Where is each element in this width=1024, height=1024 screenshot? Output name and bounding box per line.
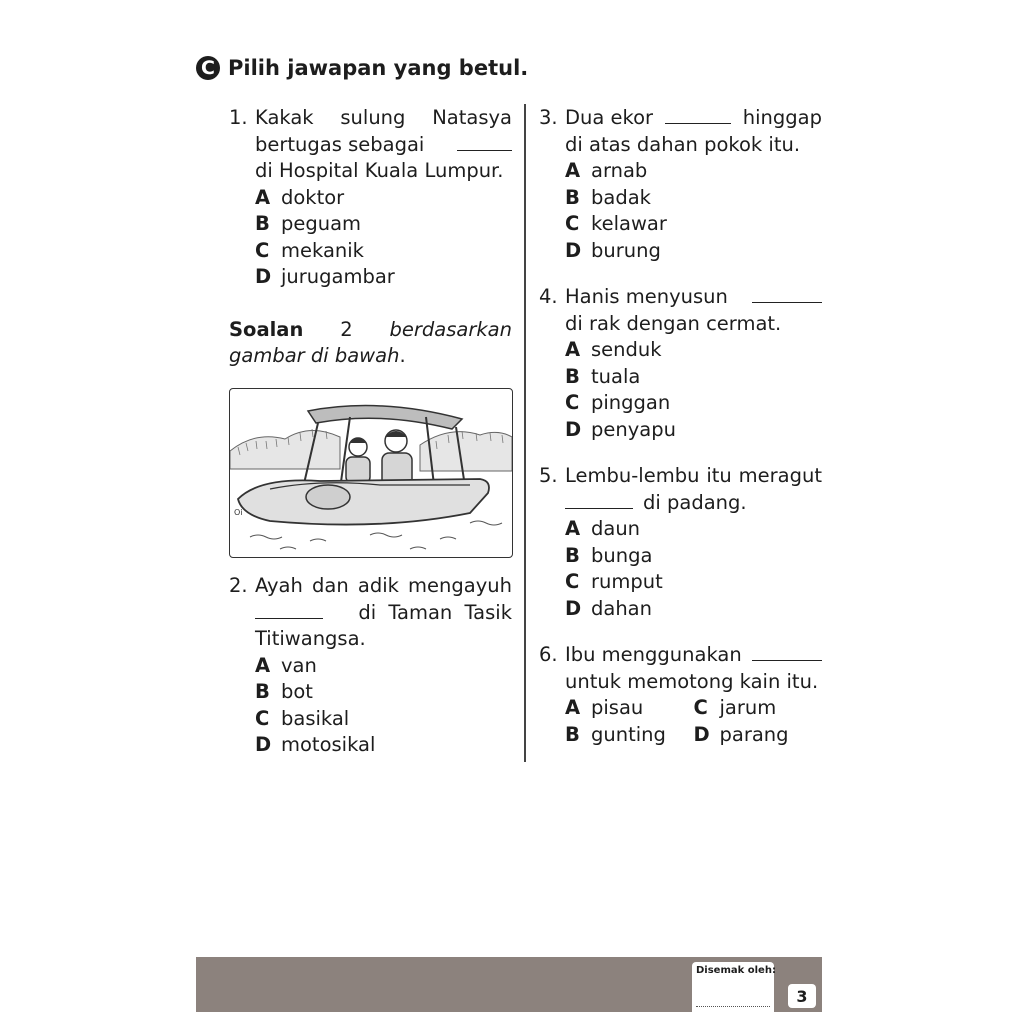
section-title: Pilih jawapan yang betul. (228, 56, 529, 80)
question-5 (539, 463, 822, 516)
option-d[interactable]: D dahan (565, 596, 652, 620)
question-text: hinggap (742, 106, 822, 129)
option-a[interactable]: A doktor (255, 185, 345, 209)
option-a[interactable]: A daun (565, 517, 641, 540)
option-row (565, 695, 822, 722)
question-text: Hanis menyusun (565, 285, 728, 308)
question-text: di Taman Tasik (358, 600, 512, 624)
question-3 (539, 105, 822, 158)
left-column (229, 105, 512, 370)
signature-line (696, 1006, 770, 1007)
question-4 (539, 284, 822, 337)
option-b[interactable]: B bot (255, 680, 313, 703)
option-d[interactable]: D penyapu (565, 417, 676, 441)
question-text: di padang. (643, 490, 747, 514)
question-text: bertugas sebagai (255, 132, 425, 156)
column-divider (524, 104, 526, 762)
option-c[interactable]: C kelawar (565, 212, 667, 235)
answer-blank (665, 122, 731, 124)
option-d[interactable]: D motosikal (255, 733, 376, 756)
question-number: 1. (229, 106, 248, 129)
option-c[interactable]: C mekanik (255, 238, 364, 262)
question-number: 3. (539, 106, 558, 129)
option-d[interactable]: D jurugambar (255, 265, 395, 288)
right-column (539, 105, 822, 748)
option-row (565, 722, 822, 749)
question-2-block (229, 573, 512, 759)
question-text: di Hospital Kuala Lumpur. (255, 159, 504, 182)
question-text: Lembu-lembu itu meragut (565, 464, 822, 487)
question-2 (229, 573, 512, 600)
option-c[interactable]: C rumput (565, 570, 663, 593)
question-text: Dua ekor (565, 106, 654, 129)
section-badge: C (196, 56, 220, 80)
option-a[interactable]: A arnab (565, 159, 648, 182)
answer-blank (565, 507, 633, 509)
option-b[interactable]: B gunting (565, 722, 666, 746)
option-b[interactable]: B peguam (255, 212, 362, 235)
question-number: 4. (539, 285, 558, 308)
page-number: 3 (788, 984, 816, 1008)
option-b[interactable]: B bunga (565, 543, 653, 567)
question-text: Ibu menggunakan (565, 643, 742, 666)
option-a[interactable]: A senduk (565, 338, 662, 361)
answer-blank (255, 617, 323, 619)
question-text: Ayah dan adik mengayuh (255, 574, 512, 597)
answer-blank (752, 659, 822, 661)
picture-instruction: Soalan 2 berdasarkan gambar di bawah. (229, 317, 512, 367)
question-number: 2. (229, 574, 248, 597)
question-text: di rak dengan cermat. (565, 311, 782, 335)
checked-by-label: Disemak oleh: (696, 965, 776, 976)
question-text: Titiwangsa. (255, 627, 366, 650)
option-c[interactable]: C pinggan (565, 391, 671, 414)
answer-blank (752, 301, 822, 303)
option-d[interactable]: D parang (693, 722, 789, 746)
question-1 (229, 105, 512, 185)
question-text: untuk memotong kain itu. (565, 669, 819, 693)
question-number: 5. (539, 464, 558, 487)
question-number: 6. (539, 643, 558, 666)
question-text: Kakak sulung Natasya (255, 106, 512, 129)
boat-illustration (229, 388, 513, 558)
option-a[interactable]: A van (255, 653, 317, 677)
option-d[interactable]: D burung (565, 238, 661, 262)
question-text: di atas dahan pokok itu. (565, 132, 801, 156)
answer-blank (457, 149, 512, 151)
option-c[interactable]: C basikal (255, 706, 350, 730)
option-b[interactable]: B badak (565, 185, 651, 209)
option-b[interactable]: B tuala (565, 364, 641, 388)
question-6 (539, 642, 822, 695)
option-a[interactable]: A pisau (565, 696, 644, 719)
svg-text:Oi: Oi (234, 508, 243, 517)
option-c[interactable]: C jarum (693, 696, 777, 719)
section-heading (196, 56, 528, 80)
